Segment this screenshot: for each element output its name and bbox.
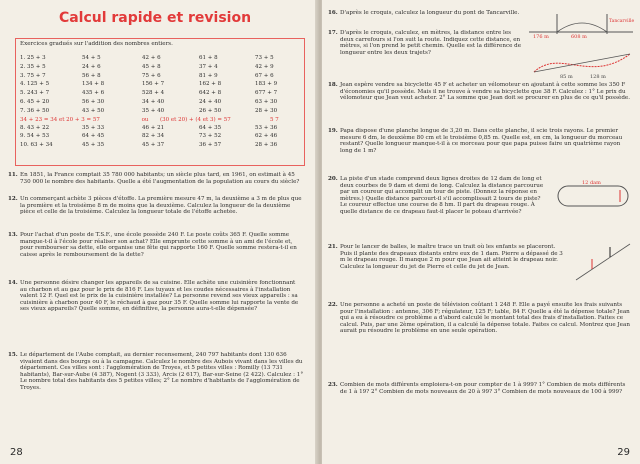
cell: 35 + 40 (142, 107, 165, 114)
problem-text: Combien de mots différents emploiera-t-on pour compter de 1 à 999? 1° Combien de mots différents de 1 à 19? 2° Combien de mots nouveaux de 20 à 99? 3° Combien de mots nouveaux de 100 à 999? (340, 382, 626, 395)
exercise-row (20, 124, 300, 133)
problem-12 (8, 196, 304, 216)
exercise-row (20, 141, 300, 150)
exercise-row (20, 54, 300, 63)
cell: 35 + 33 (82, 124, 105, 131)
problem-21 (328, 244, 568, 270)
problem-number: 23. (328, 382, 338, 388)
problem-number: 20. (328, 176, 338, 182)
cell: 62 + 46 (255, 133, 278, 140)
cell: 6. 45 + 20 (20, 98, 50, 105)
route-shortcut (534, 54, 630, 72)
exercise-row (20, 89, 300, 98)
cell: 73 + 52 (199, 133, 222, 140)
cell: 42 + 6 (142, 55, 161, 61)
cell: 54 + 5 (82, 55, 101, 61)
cell: 36 + 57 (199, 142, 222, 149)
cell: 28 + 36 (255, 142, 278, 149)
bridge-label: 608 m (571, 34, 587, 38)
cell: 56 + 30 (82, 98, 105, 105)
problem-11 (8, 172, 304, 185)
cell: 5. 243 + 7 (20, 90, 50, 97)
problem-text: En 1851, la France comptait 35 780 000 habitants; un siècle plus tard, en 1961, on estimait à 45 730 000 le nombre des habitants. Quelle a été l'augmentation de la population au cours du siècle? (20, 172, 300, 185)
problem-number: 21. (328, 244, 338, 250)
cell: 528 + 4 (142, 90, 165, 97)
problem-13 (8, 232, 304, 258)
example-b: (30 et 20) + (4 et 3) = 57 (160, 116, 231, 123)
cell: 43 + 50 (82, 107, 105, 114)
problem-number: 12. (8, 196, 18, 202)
problem-text: Un commerçant achète 3 pièces d'étoffe. La première mesure 47 m, la deuxième a 3 m de plus que la première et la troisième 8 m de moins que la deuxième. Calculez la longueur de la deuxième pièce et celle de la troisième. Calculez la longueur totale de l'étoffe achetée. (20, 196, 302, 216)
problem-17 (328, 30, 524, 56)
cell: 677 + 7 (255, 90, 278, 97)
example-a: 34 + 23 = 34 et 20 + 3 = 57 (20, 116, 100, 123)
page-number: 29 (617, 447, 630, 458)
cell: 73 + 5 (255, 55, 274, 61)
problem-number: 22. (328, 302, 338, 308)
cell: 3. 75 + 7 (20, 72, 46, 79)
cell: 82 + 34 (142, 133, 165, 140)
cell: 162 + 8 (199, 81, 222, 88)
problem-text: Une personne désire changer les appareils de sa cuisine. Elle achète une cuisinière fonctionnant au charbon et au gaz pour le prix de 816 F. Les tuyaux et les coudes nécessaires à l'installation valent 12 F. Quel est le prix de la cuisinière installée? La personne revend ses vieux appareils : sa cuisinière à charbon pour 40 F, le réchaud à gaz pour 35 F. Quelle somme lui rapporte la vente de ses vieux appareils? Quelle somme, en définitive, la personne aura-t-elle dépensée? (20, 280, 299, 313)
cell: 61 + 8 (199, 55, 218, 61)
page-number: 28 (10, 447, 23, 458)
cell: 53 + 36 (255, 124, 278, 131)
cell: 435 + 6 (82, 90, 105, 97)
cell: 64 + 35 (199, 124, 222, 131)
cell: 45 + 37 (142, 142, 165, 149)
problem-text: D'après le croquis, calculez la longueur du pont de Tancarville. (340, 10, 520, 16)
problem-text: D'après le croquis, calculez, en mètres, la distance entre les deux carrefours si l'on suit la route. Indiquez cette distance, en mètres, si l'on prend le petit chemin. Quelle est la différence de longueur entre les deux trajets? (340, 30, 522, 56)
problem-text: Papa dispose d'une planche longue de 3,20 m. Dans cette planche, il scie trois rayons. Le premier mesure 6 dm, le deuxième 80 cm et le troisième 0,85 m. Quelle est, en cm, la longueur du morceau restant? Quelle longueur manque-t-il à ce morceau pour que papa puisse faire un quatrième rayon long de 1 m? (340, 128, 623, 154)
problem-22 (328, 302, 630, 335)
problem-text: Une personne a acheté un poste de télévision coûtant 1 248 F. Elle a payé ensuite les frais suivants pour l'installation : antenne, 306 F; régulateur, 125 F; table, 84 F. Quelle a été la dépense totale? Jean qui a eu à résoudre ce problème a d'abord calculé le montant total des frais d'installation. Faites ce calcul. Puis, par une 2ème opération, il a calculé la dépense totale. Faites ce calcul. Montrez que Jean aurait pu résoudre le problème en une seule opération. (340, 302, 630, 335)
route-diagram (530, 44, 634, 80)
cell: 642 + 8 (199, 90, 222, 97)
problem-number: 15. (8, 352, 18, 358)
cell: 34 + 40 (142, 98, 165, 105)
cell: 1. 25 + 3 (20, 55, 46, 61)
problem-number: 17. (328, 30, 338, 36)
right-page (322, 0, 640, 464)
cell: 134 + 8 (82, 81, 105, 88)
problem-19 (328, 128, 630, 154)
problem-23 (328, 382, 630, 395)
problem-number: 19. (328, 128, 338, 134)
cell: 183 + 9 (255, 81, 278, 88)
problem-16 (328, 10, 524, 17)
exercise-grid (20, 54, 300, 150)
track-label: 12 dam (582, 180, 601, 186)
cell: 42 + 9 (255, 63, 274, 70)
example-or: ou (141, 116, 149, 123)
cell: 8. 43 + 22 (20, 124, 50, 131)
cell: 63 + 30 (255, 98, 278, 105)
problem-number: 14. (8, 280, 18, 286)
exercise-box (15, 38, 305, 166)
cell: 81 + 9 (199, 72, 218, 79)
problem-text: Jean espère vendre sa bicyclette 45 F et acheter un vélomoteur en ajoutant à cette somme les 350 F d'économies qu'il possède. Mais il ne trouve à vendre sa bicyclette que 38 F. Calculez : 1° Le prix du vélomoteur que Jean veut acheter. 2° La somme que Jean doit se procurer en plus de ce qu'il possède. (340, 82, 631, 102)
cell: 26 + 50 (199, 107, 222, 114)
problem-number: 18. (328, 82, 338, 88)
cell: 24 + 6 (82, 63, 101, 70)
cell: 28 + 30 (255, 107, 278, 114)
route-label: 128 m (590, 74, 606, 80)
cell: 45 + 35 (82, 142, 105, 149)
exercise-row (20, 107, 300, 116)
cell: 56 + 8 (82, 72, 101, 79)
problem-text: La piste d'un stade comprend deux lignes droites de 12 dam de long et deux courbes de 9 dam et demi de long. Calculez la distance parcourue par un coureur qui accomplit un tour de piste. (Donnez la réponse en mètres.) Quelle distance parcourt-il s'il accomplissait 2 tours de piste? Le coureur effectue une course de 8 hm. Il part du drapeau rouge. À quelle distance de ce drapeau faut-il placer le poteau d'arrivée? (340, 176, 544, 215)
problem-20 (328, 176, 548, 216)
page-title: Calcul rapide et revision (58, 10, 252, 26)
bridge-label: 176 m (533, 34, 549, 38)
bridge-cable (557, 23, 607, 32)
problem-14 (8, 280, 304, 313)
cell: 9. 54 + 53 (20, 133, 50, 140)
cell: 2. 35 + 5 (20, 63, 46, 70)
track-oval (558, 186, 628, 206)
cell: 37 + 4 (199, 63, 218, 70)
cell: 7. 36 + 50 (20, 107, 50, 114)
bridge-label: Tancarville (609, 19, 635, 24)
exercise-row (20, 98, 300, 107)
cell: 24 + 40 (199, 98, 222, 105)
cell: 10. 63 + 34 (20, 142, 53, 149)
track-diagram (554, 180, 634, 210)
cell: 67 + 6 (255, 72, 274, 79)
problem-number: 16. (328, 10, 338, 16)
problem-number: 11. (8, 172, 18, 178)
cell: 64 + 45 (82, 133, 105, 140)
problem-number: 13. (8, 232, 18, 238)
method-example (20, 116, 300, 124)
problem-18 (328, 82, 630, 102)
cell: 46 + 21 (142, 124, 165, 131)
bridge-diagram (527, 8, 635, 38)
exercise-row (20, 63, 300, 72)
example-result: 5 7 (270, 116, 279, 123)
route-label: 85 m (560, 74, 573, 80)
exercise-row (20, 80, 300, 89)
exercise-row (20, 72, 300, 81)
problem-text: Le département de l'Aube comptait, au dernier recensement, 240 797 habitants dont 130 636 vivaient dans des bourgs ou à la campagne. Calculez le nombre des Aubois vivant dans les villes du département. Ces villes sont : l'agglomération de Troyes, et 5 petites villes : Romilly (13 731 habitants), Bar-sur-Aube (4 387), Nogent (3 333), Arcis (2 617), Bar-sur-Seine (2 422). Calculez : 1° Le nombre total des habitants des 5 petites villes; 2° Le nombre d'habitants de l'agglomération de Troyes. (20, 352, 304, 391)
problem-text: Pour l'achat d'un poste de T.S.F., une école possède 240 F. Le poste coûts 365 F. Quelle somme manque-t-il à l'école pour réaliser son achat? Elle emprunte cette somme à un ami de l'école et, pour rembourser sa dette, elle organise une fête qui rapporte 160 F. Quelle somme restera-t-il en caisse après le remboursement de la dette? (20, 232, 297, 258)
cell: 156 + 7 (142, 81, 165, 88)
cell: 4. 125 + 5 (20, 81, 50, 88)
cell: 75 + 6 (142, 72, 161, 79)
exercise-intro: Exercices gradués sur l'addition des nombres entiers. (20, 41, 173, 47)
exercise-row (20, 132, 300, 141)
problem-15 (8, 352, 304, 392)
left-page (0, 0, 318, 464)
flags-diagram (572, 236, 634, 286)
problem-text: Pour le lancer de balles, le maître trace un trait où les enfants se placeront. Puis il plante des drapeaux distants entre eux de 1 dam. Pierre a dépassé de 3 m le drapeau rouge. Il manque 2 m pour que Jean ait atteint le drapeau noir. Calculez la longueur du jet de Pierre et celle du jet de Jean. (340, 244, 563, 270)
cell: 45 + 8 (142, 63, 161, 70)
throw-line (576, 244, 630, 280)
